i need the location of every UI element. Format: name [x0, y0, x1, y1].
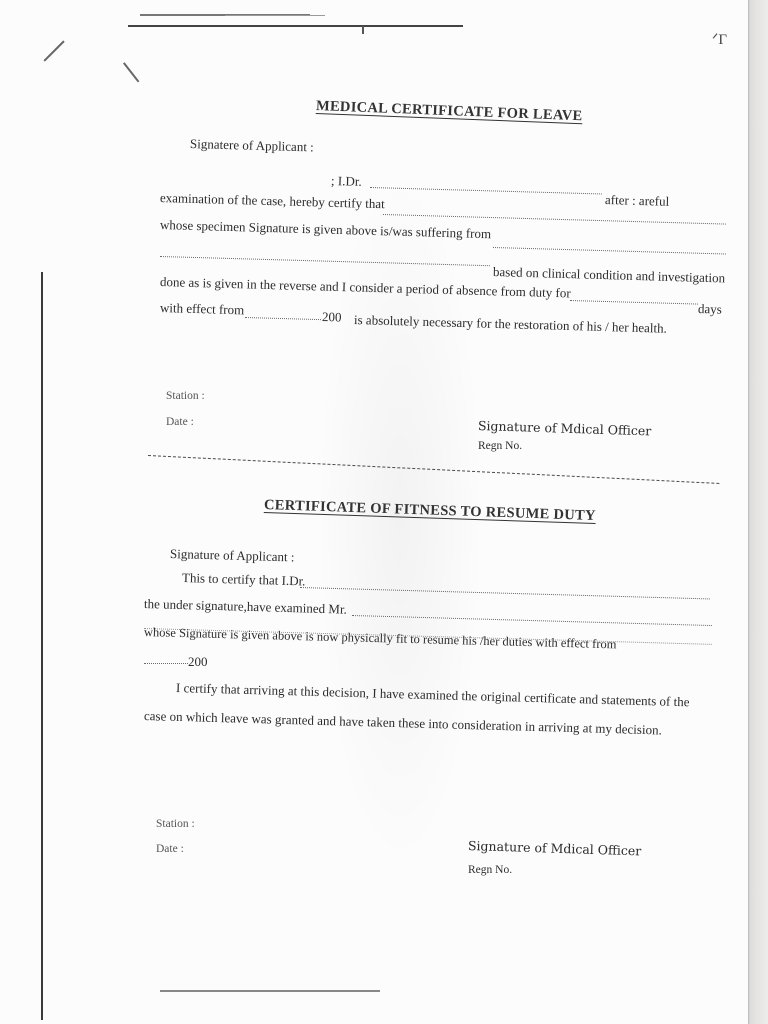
year-prefix: 200 [321, 309, 342, 325]
examination-text: examination of the case, hereby certify that [159, 190, 386, 212]
patient-name-field[interactable] [383, 214, 726, 225]
scan-artifact-line [225, 15, 325, 16]
effect-from-label: with effect from [159, 300, 245, 318]
days-label: days [697, 301, 723, 317]
medical-officer-signature-label: Signature of Mdical Officer [477, 418, 652, 439]
scan-artifact-stroke [123, 62, 139, 82]
examined-patient-text: the under signature,have examined Mr. [143, 596, 348, 617]
illness-field[interactable] [493, 247, 726, 255]
doctor-name-field-2[interactable] [300, 587, 710, 599]
days-count-field[interactable] [570, 300, 698, 305]
certify-doctor-text: This to certify that I.Dr. [181, 570, 306, 589]
specimen-signature-text: whose specimen Signature is given above is/was suffering from [159, 217, 492, 242]
doctor-name-label: ; I.Dr. [330, 173, 362, 189]
applicant-signature-label: Signatere of Applicant : [189, 136, 315, 155]
section-title-medical-certificate: MEDICAL CERTIFICATE FOR LEAVE [315, 98, 583, 125]
registration-number-label: Regn No. [478, 440, 523, 452]
section-title-fitness-certificate: CERTIFICATE OF FITNESS TO RESUME DUTY [263, 497, 597, 525]
section-separator [148, 455, 719, 484]
scan-artifact-line [160, 990, 380, 992]
scan-artifact-line [128, 25, 463, 27]
certify-decision-text-line2: case on which leave was granted and have taken these into consideration in arriving at my decision. [143, 708, 663, 738]
restoration-text: is absolutely necessary for the restoration of his / her health. [353, 312, 668, 336]
absence-period-text: done as is given in the reverse and I consider a period of absence from duty for [159, 274, 571, 301]
year-prefix-2: 200 [188, 654, 208, 669]
scan-artifact-tick [362, 26, 364, 34]
date-label-2: Date : [156, 843, 184, 855]
illness-field-continued[interactable] [160, 256, 490, 266]
clinical-condition-text: based on clinical condition and investigation [492, 264, 726, 286]
leave-start-date-field[interactable] [245, 317, 321, 320]
medical-officer-signature-label-2: Signature of Mdical Officer [467, 838, 642, 859]
certify-decision-text-line1: I certify that arriving at this decision, I have examined the original certificate and statements of the [175, 680, 690, 710]
doctor-name-field[interactable] [370, 187, 602, 194]
patient-name-field-2[interactable] [352, 615, 712, 626]
corner-mark: ᐟΓ [712, 32, 728, 48]
scan-artifact-stroke [43, 40, 64, 61]
resume-date-field[interactable] [144, 663, 188, 664]
scan-border-line [41, 272, 43, 1020]
station-label-2: Station : [156, 818, 195, 830]
physically-fit-text: whose Signature is given above is now physically fit to resume his /her duties with effect from [143, 625, 617, 652]
registration-number-label-2: Regn No. [468, 864, 513, 876]
after-careful-text: after : areful [604, 192, 670, 209]
applicant-signature-label-2: Signature of Applicant : [169, 546, 295, 565]
date-label: Date : [166, 416, 194, 428]
station-label: Station : [166, 390, 205, 402]
paper-edge [748, 0, 768, 1024]
